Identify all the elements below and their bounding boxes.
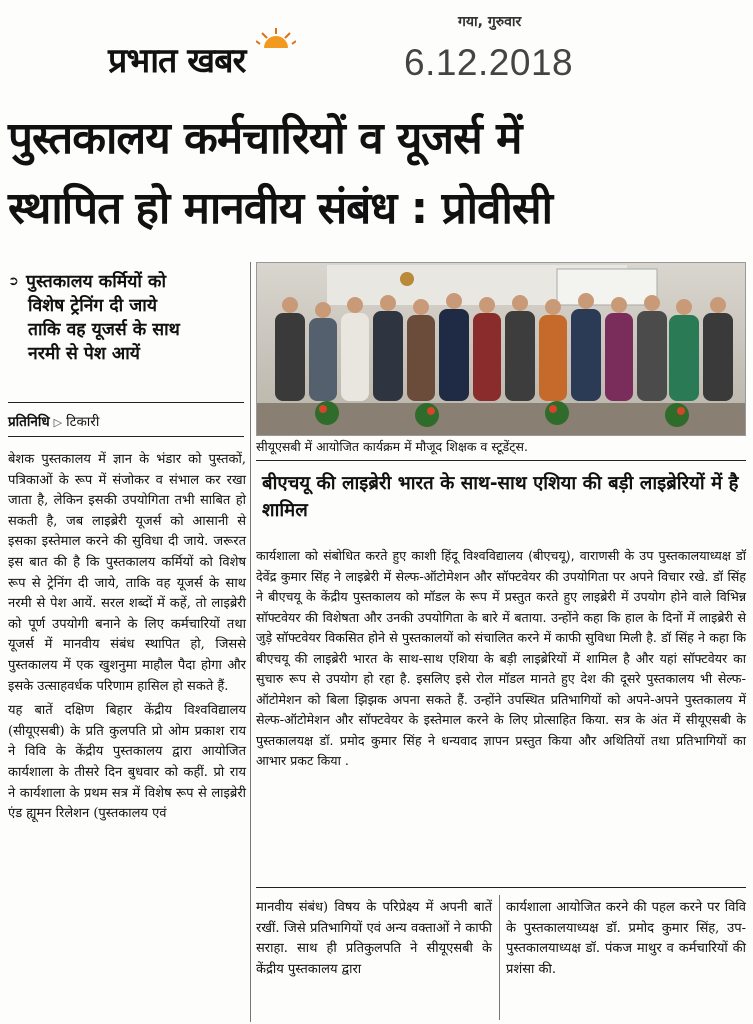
byline-divider (8, 436, 244, 437)
left-column (8, 450, 246, 825)
kicker-line-3: ताकि वह यूजर्स के साथ (28, 320, 180, 340)
subheadline: बीएचयू की लाइब्रेरी भारत के साथ-साथ एशिया की बड़ी लाइब्रेरियों में है शामिल (262, 473, 739, 521)
column-rule-left (250, 262, 251, 1022)
place-day: गया, गुरुवार (458, 14, 522, 30)
main-body (256, 546, 746, 772)
kicker-line-1: पुस्तकालय कर्मियों को (26, 272, 166, 292)
right-column (506, 898, 746, 980)
headline-line-2: स्थापित हो मानवीय संबंध : प्रोवीसी (8, 183, 553, 234)
headline (8, 104, 748, 244)
byline-label: प्रतिनिधि (8, 414, 50, 430)
arrow-bullet-icon: ➲ (8, 274, 19, 289)
middle-column (256, 898, 492, 980)
left-para-2: यह बातें दक्षिण बिहार केंद्रीय विश्वविद्यालय (सीयूएसबी) के प्रति कुलपति प्रो ओम प्रकाश राय ने विवि के केंद्रीय पुस्तकालय द्वारा आयोजित कार्यशाला के तीसरे दिन बुधवार को कहीं. प्रो राय ने कार्यशाला के प्रथम सत्र में विशेष रूप से लाइब्रेरी एंड ह्यूमन रिलेशन (पुस्तकालय एवं (8, 703, 246, 822)
event-photo (256, 262, 746, 436)
main-body-divider (256, 887, 746, 888)
kicker (8, 270, 248, 366)
headline-line-1: पुस्तकालय कर्मचारियों व यूजर्स में (8, 113, 522, 164)
byline (8, 412, 99, 430)
byline-place: टिकारी (66, 414, 100, 430)
triangle-right-icon: ▷ (53, 416, 63, 429)
left-para-1: बेशक पुस्तकालय में ज्ञान के भंडार को पुस्तकों, पत्रिकाओं के रूप में संजोकर व संभाल कर रखा जाता है, लेकिन इसकी उपयोगिता तभी साबित हो सकती है, जब लाइब्रेरी यूजर्स को आसानी से इसका इस्तेमाल करने की सुविधा दी जाये. जरूरत इस बात की है कि पुस्तकालय कर्मियों को विशेष रूप से ट्रेनिंग दी जाये, ताकि वह यूजर्स के साथ नरमी से पेश आयें. सरल शब्दों में कहें, तो लाइब्रेरी को पूर्ण उपयोगी बनाने के लिए कर्मचारियों तथा यूजर्स में मानवीय संबंध स्थापित हो, जिससे पुस्तकालय में एक खुशनुमा माहौल पैदा होगा और इसके उत्साहवर्धक परिणाम हासिल हो सकते हैं. (8, 452, 246, 694)
column-rule-right (499, 895, 500, 1020)
rising-sun-icon (256, 28, 296, 50)
caption-divider (256, 460, 746, 461)
edition-date: 6.12.2018 (404, 42, 574, 83)
logo-text: प्रभात खबर (108, 41, 246, 81)
main-body-text: कार्यशाला को संबोधित करते हुए काशी हिंदू विश्वविद्यालय (बीएचयू), वाराणसी के उप पुस्तकालयाध्यक्ष डॉ देवेंद्र कुमार सिंह ने लाइब्रेरी में सेल्फ-ऑटोमेशन और सॉफ्टवेयर की उपयोगिता पर अपने विचार रखे. डॉ सिंह ने बीएचयू के केंद्रीय पुस्तकालय को मॉडल के रूप में प्रस्तुत करते हुए लाइब्रेरी में उपयोग होने वाले विभिन्न सॉफ्टवेयर की विशेषता और उनकी उपयोगिता के बारे में बताया. उन्होंने कहा कि हाल के दिनों में लाइब्रेरी से जुड़े सॉफ्टवेयर विकसित होने से पुस्तकालयों को संचालित करने में काफी सुविधा मिली है. डॉ सिंह ने कहा कि बीएचयू की लाइब्रेरी भारत के साथ-साथ एशिया के बड़ी लाइब्रेरियों में शामिल है और यहां सॉफ्टवेयर का सुचारु रूप से उपयोग हो रहा है. इसलिए इसे रोल मॉडल मानते हुए देश की दूसरे पुस्तकालय भी सेल्फ-ऑटोमेशन को बिला झिझक अपना सकते हैं. उन्होंने उपस्थित प्रतिभागियों को अपने-अपने पुस्तकालय में सेल्फ-ऑटोमेशन और सॉफ्टवेयर के इस्तेमाल करने के लिए प्रोत्साहित किया. सत्र के अंत में सीयूएसबी के पुस्तकालयक्ष डॉ. प्रमोद कुमार सिंह ने धन्यवाद ज्ञापन प्रस्तुत किया और अथितियों तथा प्रतिभागियों का आभार प्रकट किया . (256, 548, 746, 768)
photo-caption: सीयूएसबी में आयोजित कार्यक्रम में मौजूद शिक्षक व स्टूडेंट्स. (256, 439, 528, 454)
group-photo-image (257, 263, 745, 435)
right-column-text: कार्यशाला आयोजित करने की पहल करने पर विवि के पुस्तकालयाध्यक्ष डॉ. प्रमोद कुमार सिंह, उप-पुस्तकालयाध्यक्ष डॉ. पंकज माथुर व कर्मचारियों की प्रशंसा की. (506, 900, 746, 977)
kicker-divider (8, 402, 244, 403)
middle-column-text: मानवीय संबंध) विषय के परिप्रेक्ष्य में अपनी बातें रखीं. जिसे प्रतिभागियों एवं अन्य वक्ताओं ने काफी सराहा. साथ ही प्रतिकुलपति ने सीयूएसबी के केंद्रीय पुस्तकालय द्वारा (256, 900, 492, 977)
kicker-line-2: विशेष ट्रेनिंग दी जाये (28, 296, 157, 316)
masthead-logo (108, 34, 340, 84)
kicker-line-4: नरमी से पेश आयें (28, 344, 140, 364)
